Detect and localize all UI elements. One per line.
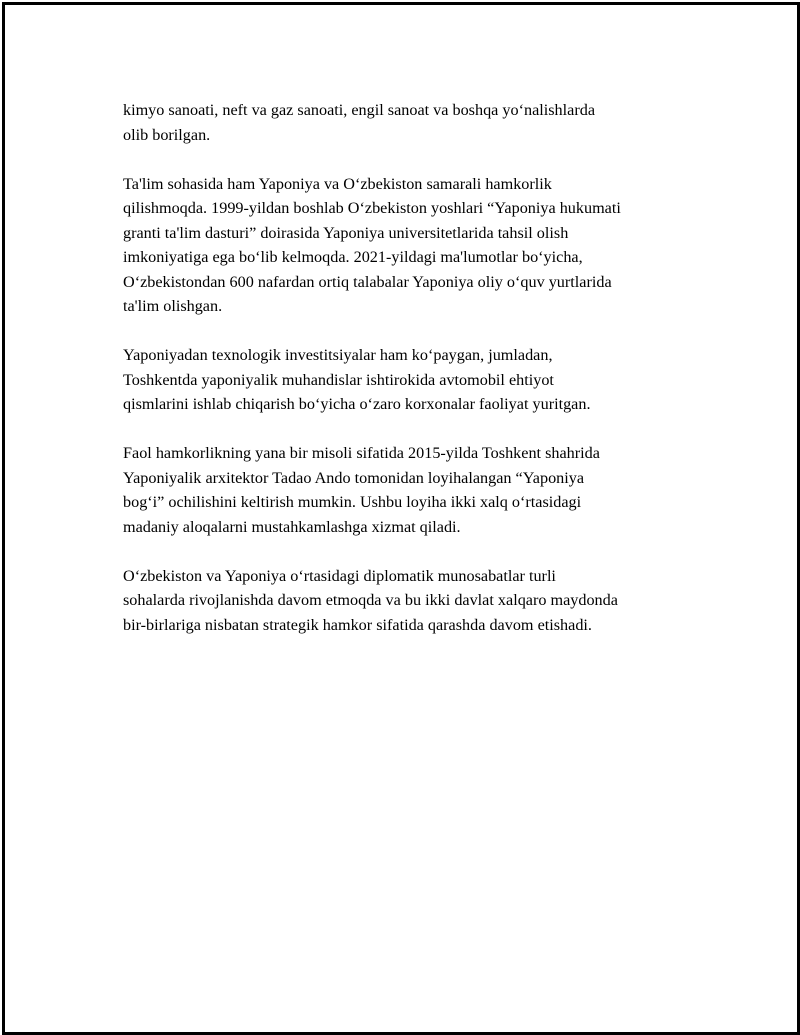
text-line: O‘zbekiston va Yaponiya o‘rtasidagi diplomatik munosabatlar turli [123, 566, 556, 585]
text-line: Toshkentda yaponiyalik muhandislar ishtirokida avtomobil ehtiyot [123, 370, 554, 389]
paragraph-1 [123, 98, 703, 147]
page-content [123, 98, 703, 662]
text-line: qilishmoqda. 1999-yildan boshlab O‘zbekiston yoshlari “Yaponiya hukumati [123, 199, 621, 217]
text-line: qismlarini ishlab chiqarish bo‘yicha o‘zaro korxonalar faoliyat yuritgan. [123, 395, 591, 413]
text-line: ta'lim olishgan. [123, 297, 223, 315]
text-line: kimyo sanoati, neft va gaz sanoati, engil sanoat va boshqa yo‘nalishlarda [123, 101, 595, 119]
text-line: sohalarda rivojlanishda davom etmoqda va bu ikki davlat xalqaro maydonda [123, 591, 618, 609]
text-line: olib borilgan. [123, 125, 211, 144]
page-frame [2, 2, 800, 1035]
text-line: Yaponiyadan texnologik investitsiyalar ham ko‘paygan, jumladan, [123, 346, 553, 364]
text-line: granti ta'lim dasturi” doirasida Yaponiya universitetlarida tahsil olish [123, 223, 569, 242]
paragraph-3 [123, 343, 703, 417]
text-line: bog‘i” ochilishini keltirish mumkin. Ushbu loyiha ikki xalq o‘rtasidagi [123, 493, 582, 511]
paragraph-5 [123, 564, 703, 638]
text-line: O‘zbekistondan 600 nafardan ortiq talabalar Yaponiya oliy o‘quv yurtlarida [123, 272, 612, 291]
text-line: bir-birlariga nisbatan strategik hamkor sifatida qarashda davom etishadi. [123, 615, 592, 634]
paragraph-2 [123, 172, 703, 319]
text-line: Yaponiyalik arxitektor Tadao Ando tomonidan loyihalangan “Yaponiya [123, 468, 585, 487]
text-line: Faol hamkorlikning yana bir misoli sifatida 2015-yilda Toshkent shahrida [123, 444, 600, 462]
text-line: madaniy aloqalarni mustahkamlashga xizmat qiladi. [123, 517, 461, 536]
paragraph-4 [123, 441, 703, 539]
text-line: Ta'lim sohasida ham Yaponiya va O‘zbekiston samarali hamkorlik [123, 174, 552, 193]
text-line: imkoniyatiga ega bo‘lib kelmoqda. 2021-yildagi ma'lumotlar bo‘yicha, [123, 248, 583, 266]
